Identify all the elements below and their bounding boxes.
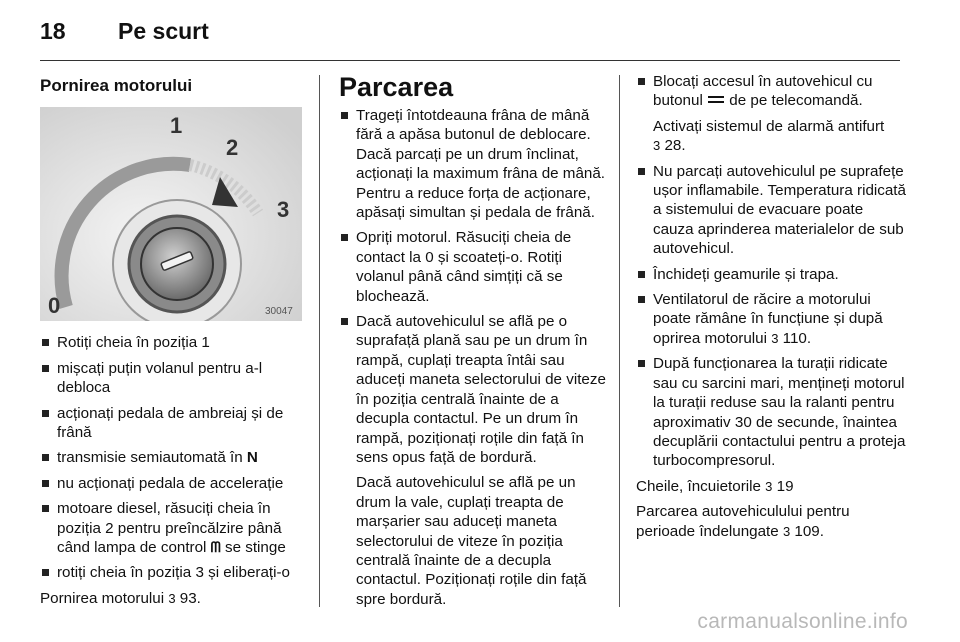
reference-page: 19 bbox=[776, 477, 794, 495]
list-item-text: Nu parcați autovehiculul pe suprafețe ușor inflamabile. Temperatura ridicată a sistemului de evacuare poate cauza aprinderea materialelor de sub autovehicul. bbox=[653, 162, 906, 258]
page-ref-icon: 3 bbox=[771, 330, 779, 346]
list-item bbox=[40, 359, 302, 398]
list-item-text: Opriți motorul. Răsuciți cheia de contact la 0 și scoateți-o. Rotiți volanul până când simțiți că se blochează. bbox=[356, 229, 572, 305]
list-item-text: mișcați puțin volanul pentru a-l debloca bbox=[57, 359, 263, 397]
indented-paragraph: Dacă autovehiculul se află pe un drum la vale, cuplați treapta de marșarier sau aduceți maneta selectorului de viteze în poziția centrală înainte de a decupla contactul. Poziționați roțile din față spre bordură. bbox=[356, 474, 587, 608]
cross-reference[interactable] bbox=[40, 589, 302, 608]
parking-steps bbox=[339, 106, 611, 467]
reference-page: 109. bbox=[794, 522, 824, 540]
list-item-text: Dacă autovehiculul se află pe o suprafață plană sau pe un drum în rampă, cuplați treapta întâi sau aduceți maneta selectorului de viteze în poziția centrală înainte de a decupla contactul. Pe un drum în rampă, poziționați roțile din față în sens opus față de bordură. bbox=[356, 313, 606, 466]
preheat-lamp-icon: ᗰ bbox=[210, 539, 221, 556]
column-parking bbox=[339, 72, 611, 615]
list-item bbox=[40, 563, 302, 582]
page-ref-icon: 3 bbox=[653, 138, 661, 154]
list-item-text: de pe telecomandă. bbox=[725, 92, 863, 110]
figure-label-3: 3 bbox=[277, 197, 290, 223]
gear-letter: N bbox=[246, 449, 258, 467]
list-item bbox=[636, 72, 906, 111]
column-divider bbox=[319, 75, 320, 607]
list-item-text: acționați pedala de ambreiaj și de frână bbox=[57, 404, 284, 442]
cross-reference[interactable] bbox=[636, 477, 906, 496]
list-item bbox=[40, 448, 302, 467]
figure-code: 30047 bbox=[265, 306, 293, 318]
reference-text: Parcarea autovehiculului pentru perioade îndelungate bbox=[636, 503, 850, 540]
parking-steps-continued bbox=[636, 72, 906, 111]
column-parking-cont bbox=[636, 72, 906, 547]
list-item-text: Ventilatorul de răcire a motorului poate rămâne în funcțiune și după oprirea motorului bbox=[653, 291, 883, 347]
list-item-text: nu acționați pedala de accelerație bbox=[57, 474, 284, 492]
figure-label-1: 1 bbox=[170, 113, 183, 139]
list-item-text: motoare diesel, răsuciți cheia în poziția 2 pentru preîncălzire până când lampa de control bbox=[57, 500, 282, 557]
list-item bbox=[40, 404, 302, 443]
column-divider bbox=[619, 75, 620, 607]
list-item bbox=[339, 106, 611, 222]
reference-page[interactable]: 110. bbox=[782, 329, 812, 347]
reference-page: 28. bbox=[664, 137, 686, 155]
cross-reference[interactable] bbox=[653, 117, 906, 156]
list-item bbox=[339, 312, 611, 467]
list-item-text: transmisie semiautomată în bbox=[57, 449, 247, 467]
list-item bbox=[339, 228, 611, 306]
list-item-text: Trageți întotdeauna frâna de mână fără a apăsa butonul de deblocare. Dacă parcați pe un drum înclinat, acționați la maximum frâna de mână. Pentru a reduce forța de acționare, apăsați simultan și pedala de frână. bbox=[356, 107, 606, 222]
section-title: Parcarea bbox=[339, 72, 454, 102]
lock-button-icon bbox=[707, 94, 725, 106]
list-item-text: rotiți cheia în poziția 3 și eliberați-o bbox=[57, 564, 290, 582]
cross-reference[interactable] bbox=[636, 502, 906, 541]
list-item bbox=[636, 162, 906, 259]
page-ref-icon: 3 bbox=[168, 590, 176, 606]
figure-label-2: 2 bbox=[226, 135, 239, 161]
header-rule bbox=[40, 60, 900, 61]
reference-text: Pornirea motorului bbox=[40, 589, 169, 607]
list-item-text: se stinge bbox=[220, 539, 286, 557]
page-title: Pe scurt bbox=[118, 18, 209, 44]
figure-label-0: 0 bbox=[48, 293, 61, 319]
list-item-text: După funcționarea la turații ridicate sau cu sarcini mari, mențineți motorul la turații reduse sau la ralanti pentru aproximativ 30 de secunde, înaintea decuplării contactului pentru a proteja turbocompresorul. bbox=[653, 355, 906, 470]
list-item bbox=[40, 499, 302, 557]
list-item-text: Rotiți cheia în poziția 1 bbox=[57, 334, 210, 352]
page-header bbox=[40, 14, 900, 60]
list-item-text: Blocați accesul în autovehicul cu butonul bbox=[653, 73, 873, 110]
section-title: Pornirea motorului bbox=[40, 76, 193, 95]
parking-notes bbox=[636, 162, 906, 471]
list-item bbox=[636, 290, 906, 348]
engine-start-steps bbox=[40, 333, 302, 582]
ignition-key-figure bbox=[40, 107, 302, 321]
ignition-illustration bbox=[40, 107, 302, 321]
reference-text: Activați sistemul de alarmă antifurt bbox=[653, 117, 885, 135]
list-item bbox=[40, 474, 302, 493]
page-ref-icon: 3 bbox=[782, 523, 791, 539]
watermark: carmanualsonline.info bbox=[697, 610, 908, 633]
list-item-text: Închideți geamurile și trapa. bbox=[653, 265, 839, 283]
list-item bbox=[636, 265, 906, 284]
reference-page: 93. bbox=[179, 589, 201, 607]
list-item bbox=[40, 333, 302, 352]
column-engine-start bbox=[40, 72, 302, 614]
list-item bbox=[636, 354, 906, 470]
page-number: 18 bbox=[40, 18, 66, 44]
reference-text: Cheile, încuietorile bbox=[636, 477, 766, 495]
page-ref-icon: 3 bbox=[765, 478, 773, 494]
